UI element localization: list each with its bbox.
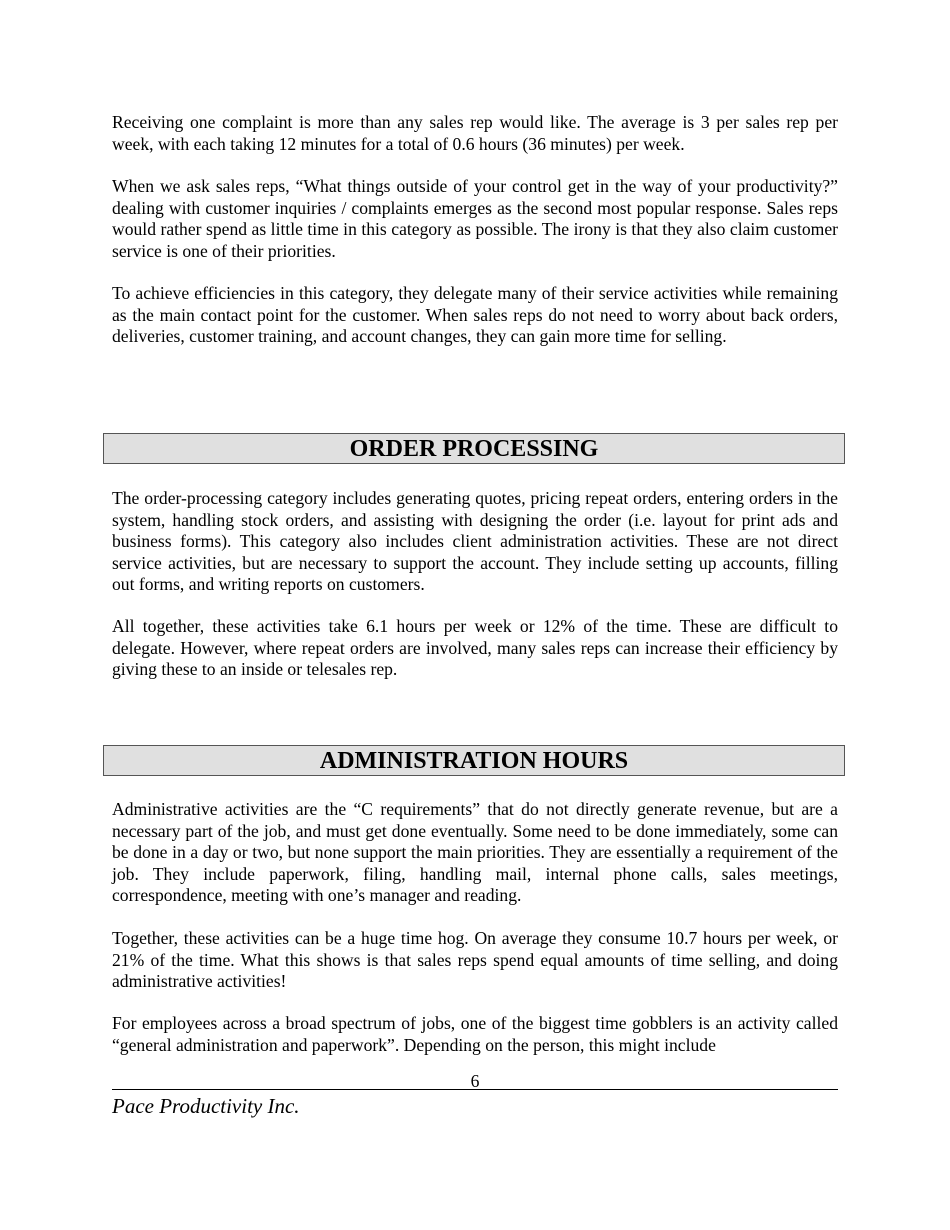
- section-header-administration-hours: ADMINISTRATION HOURS: [103, 745, 845, 776]
- administration-paragraph-2: Together, these activities can be a huge time hog. On average they consume 10.7 hours per week, or 21% of the time. What this shows is that sales reps spend equal amounts of time selling, and doing administrative activities!: [112, 928, 838, 991]
- intro-paragraph-3: To achieve efficiencies in this category, they delegate many of their service activities while remaining as the main contact point for the customer. When sales reps do not need to worry about back orders, deliveries, customer training, and account changes, they can gain more time for selling.: [112, 283, 838, 346]
- administration-paragraph-1: Administrative activities are the “C requirements” that do not directly generate revenue, but are a necessary part of the job, and must get done eventually. Some need to be done immediately, some can be done in a day or two, but none support the main priorities. They are essentially a requirement of the job. They include paperwork, filing, handling mail, internal phone calls, sales meetings, correspondence, meeting with one’s manager and reading.: [112, 799, 838, 905]
- section-header-order-processing: ORDER PROCESSING: [103, 433, 845, 464]
- page-number: 6: [470, 1071, 480, 1091]
- order-processing-paragraph-1: The order-processing category includes generating quotes, pricing repeat orders, entering orders in the system, handling stock orders, and assisting with designing the order (i.e. layout for print ads and business forms). This category also includes client administration activities. These are not direct service activities, but are necessary to support the account. They include setting up accounts, filling out forms, and writing reports on customers.: [112, 488, 838, 594]
- intro-paragraph-1: Receiving one complaint is more than any sales rep would like. The average is 3 per sales rep per week, with each taking 12 minutes for a total of 0.6 hours (36 minutes) per week.: [112, 112, 838, 154]
- intro-paragraph-2: When we ask sales reps, “What things outside of your control get in the way of your productivity?” dealing with customer inquiries / complaints emerges as the second most popular response. Sales reps would rather spend as little time in this category as possible. The irony is that they also claim customer service is one of their priorities.: [112, 176, 838, 261]
- administration-paragraph-3: For employees across a broad spectrum of jobs, one of the biggest time gobblers is an activity called “general administration and paperwork”. Depending on the person, this might include: [112, 1013, 838, 1055]
- footer-company-name: Pace Productivity Inc.: [112, 1094, 300, 1118]
- order-processing-paragraph-2: All together, these activities take 6.1 hours per week or 12% of the time. These are difficult to delegate. However, where repeat orders are involved, many sales reps can increase their efficiency by giving these to an inside or telesales rep.: [112, 616, 838, 679]
